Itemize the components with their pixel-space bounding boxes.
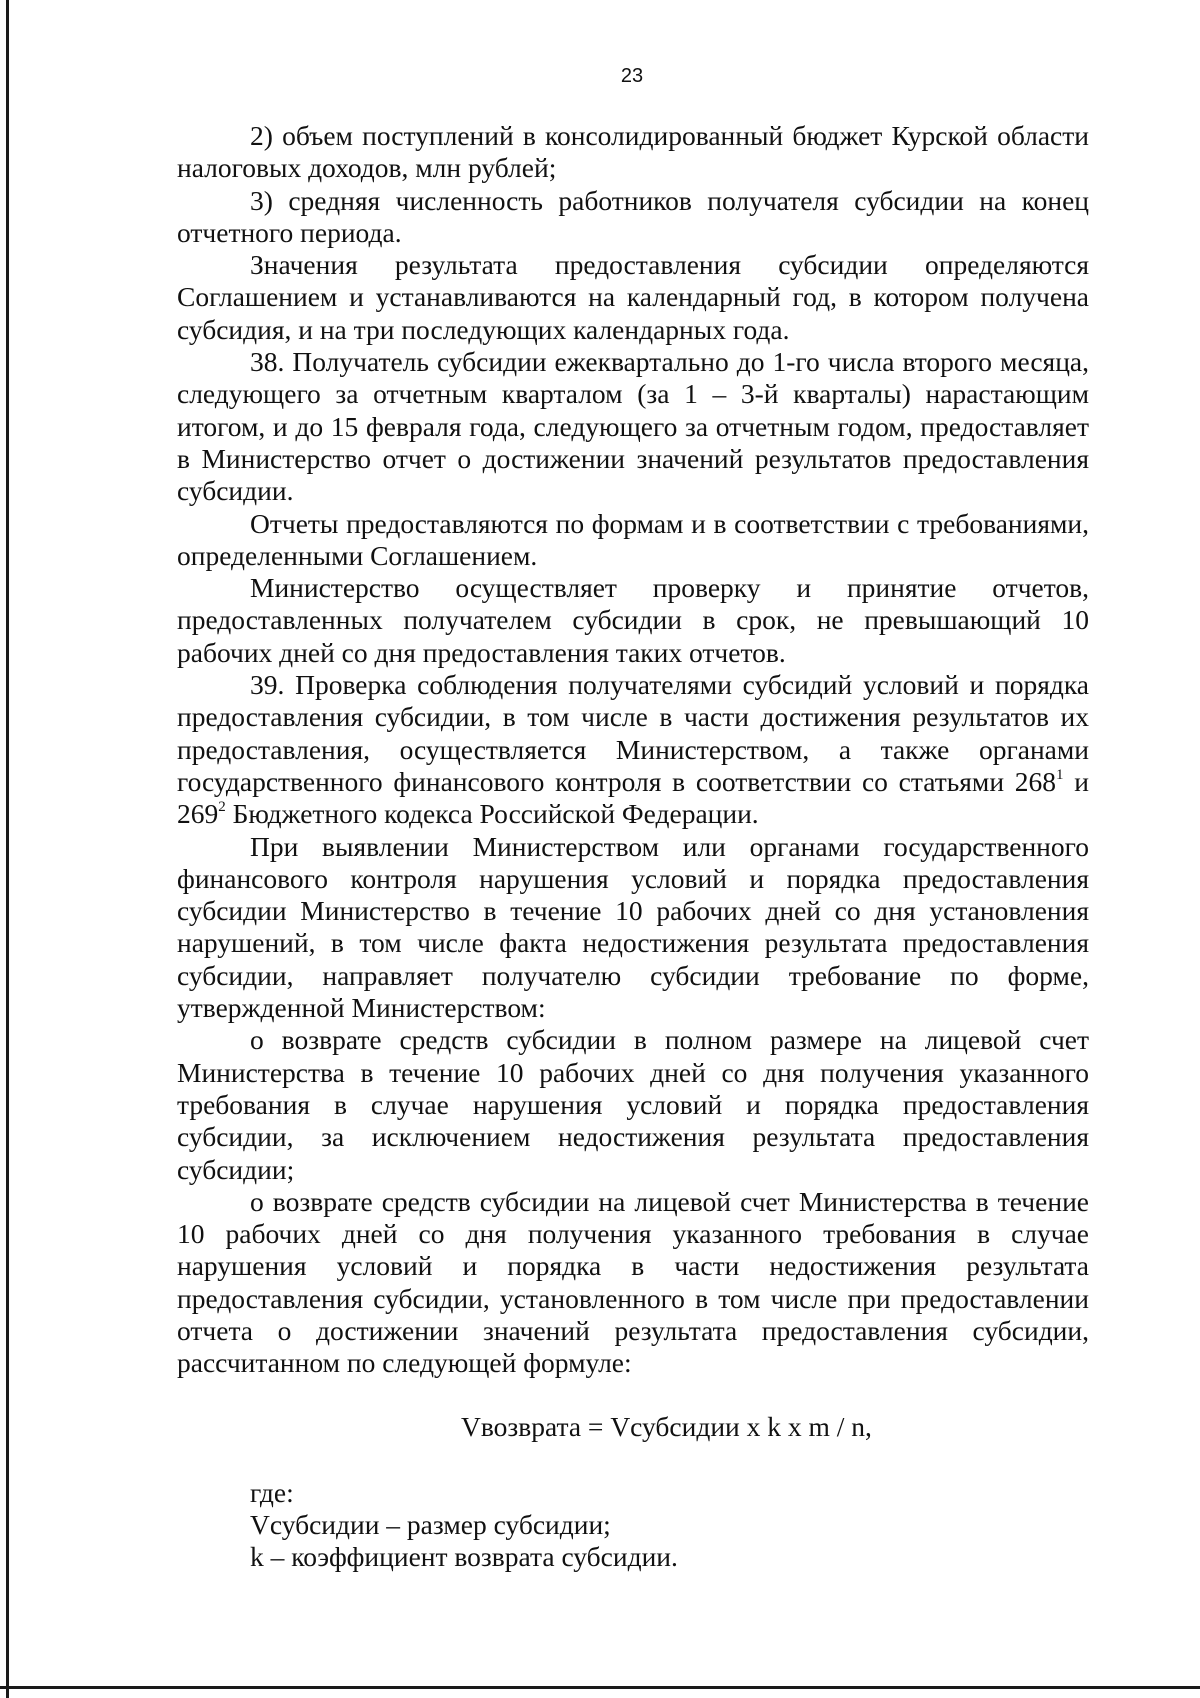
refund-formula: Vвозврата = Vсубсидии x k x m / n, [461,1410,872,1442]
definition-item: Vсубсидии – размер субсидии; [250,1508,611,1540]
paragraph-report-forms: Отчеты предоставляются по формам и в соответствии с требованиями, определенными Соглашением. [177,507,1089,571]
superscript-1: 1 [1056,766,1064,783]
p39-text-mid: и 269 [177,765,1089,830]
paragraph-39-inspection [177,669,1089,830]
paragraph-result-values: Значения результата предоставления субсидии определяются Соглашением и устанавливаются на календарный год, в котором получена субсидия, и на три последующих календарных года. [177,249,1089,345]
document-body [177,120,1089,1573]
page-number: 23 [620,65,644,87]
paragraph-employee-count: 3) средняя численность работников получателя субсидии на конец отчетного периода. [177,184,1089,248]
definitions-intro: где: [250,1476,294,1508]
paragraph-revenue-volume: 2) объем поступлений в консолидированный бюджет Курской области налоговых доходов, млн рублей; [177,120,1089,184]
paragraph-ministry-check: Министерство осуществляет проверку и принятие отчетов, предоставленных получателем субсидии в срок, не превышающий 10 рабочих дней со дня предоставления таких отчетов. [177,572,1089,668]
superscript-2: 2 [218,799,226,816]
p39-text-after: Бюджетного кодекса Российской Федерации. [225,798,759,830]
p39-text-before: 39. Проверка соблюдения получателями субсидий условий и порядка предоставления субсидии, в том числе в части достижения результатов их предоставления, осуществляется Министерством, а также органами государственного финансового контроля в соответствии со статьями 268 [177,669,1089,797]
paragraph-38-report: 38. Получатель субсидии ежеквартально до 1-го числа второго месяца, следующего за отчетным кварталом (за 1 – 3-й кварталы) нарастающим итогом, и до 15 февраля года, следующего за отчетным годом, предоставляет в Министерство отчет о достижении значений результатов предоставления субсидии. [177,346,1089,507]
definition-item: k – коэффициент возврата субсидии. [250,1541,678,1573]
paragraph-partial-refund: о возврате средств субсидии на лицевой счет Министерства в течение 10 рабочих дней со дня получения указанного требования в случае нарушения условий и порядка в части недостижения результата предоставления субсидии, установленного в том числе при предоставлении отчета о достижении значений результата предоставления субсидии, рассчитанном по следующей формуле: [177,1185,1089,1379]
paragraph-violation-detection: При выявлении Министерством или органами государственного финансового контроля нарушения условий и порядка предоставления субсидии Министерство в течение 10 рабочих дней со дня установления нарушений, в том числе факта недостижения результата предоставления субсидии, направляет получателю субсидии требование по форме, утвержденной Министерством: [177,830,1089,1024]
scan-border-left [6,0,9,1698]
paragraph-full-refund: о возврате средств субсидии в полном размере на лицевой счет Министерства в течение 10 рабочих дней со дня получения указанного требования в случае нарушения условий и порядка предоставления субсидии, за исключением недостижения результата предоставления субсидии; [177,1024,1089,1185]
scan-border-bottom [0,1686,1200,1689]
